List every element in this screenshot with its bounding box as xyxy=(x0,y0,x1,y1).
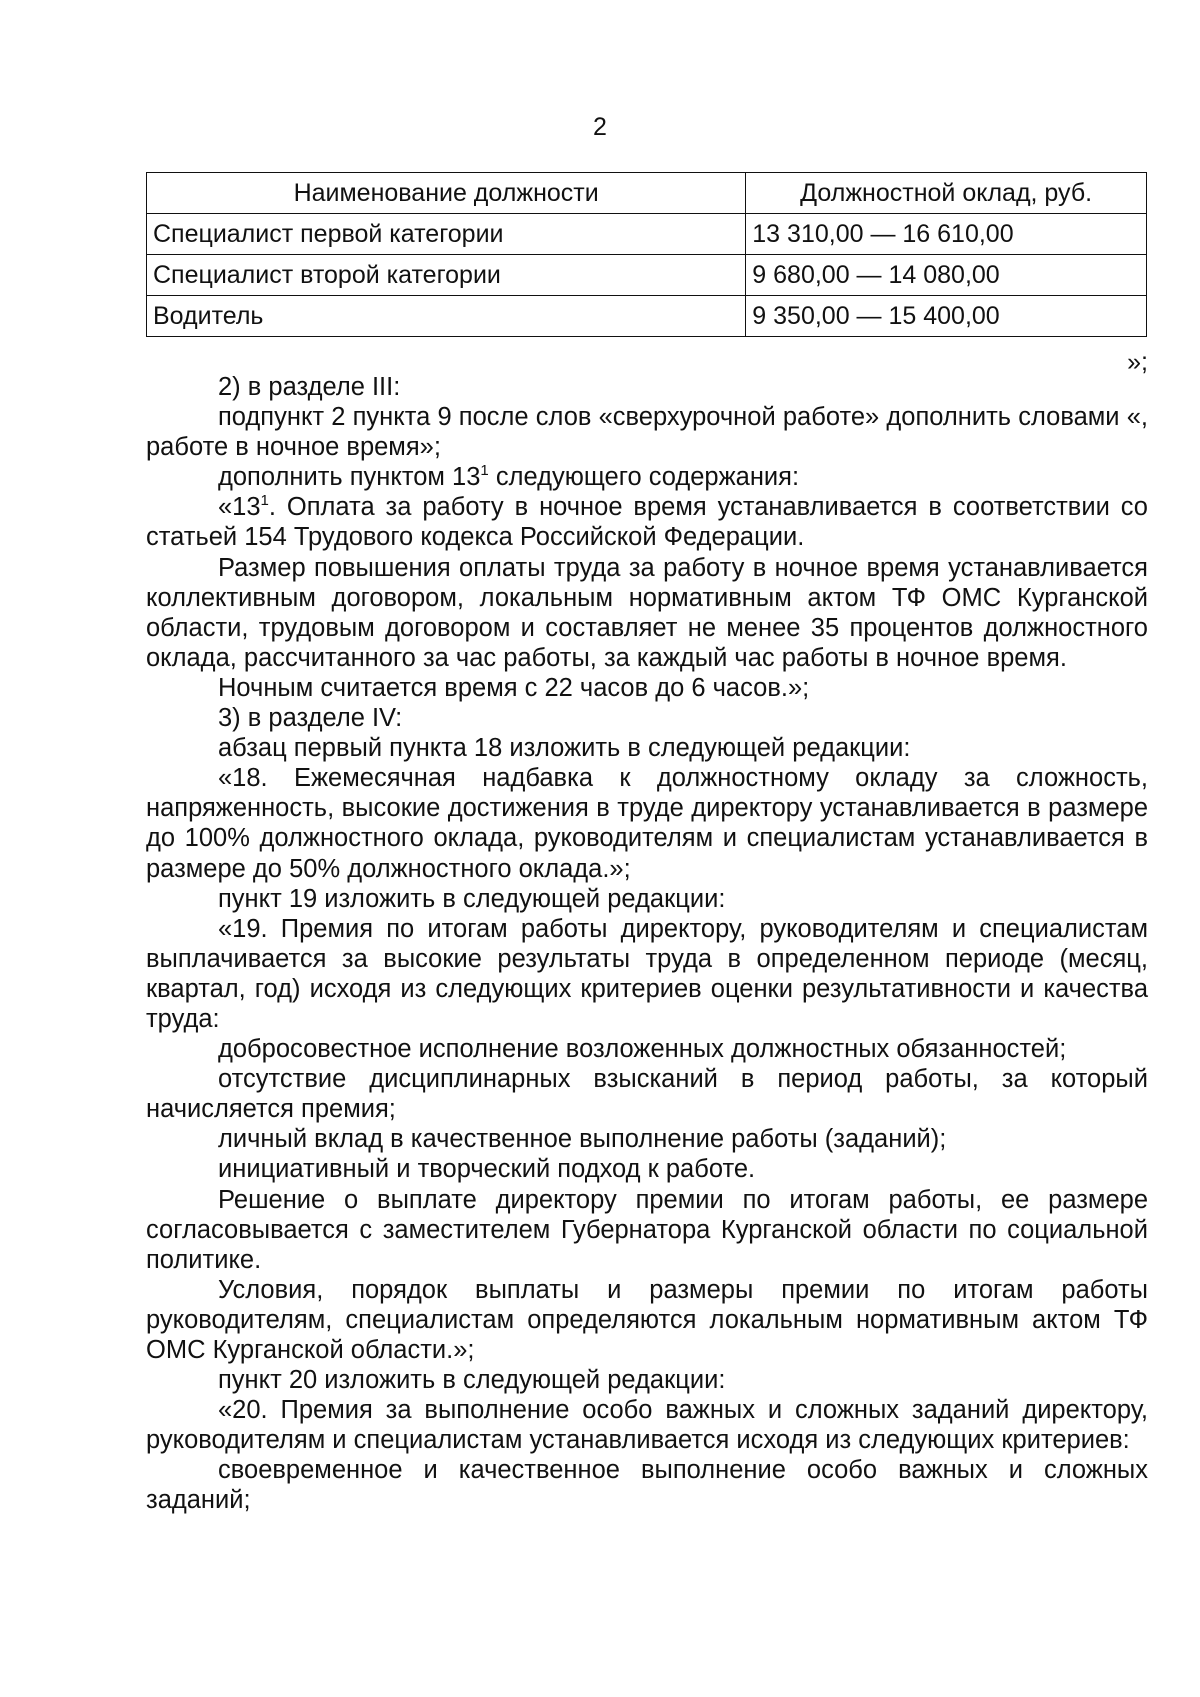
paragraph: своевременное и качественное выполнение особо важных и сложных заданий; xyxy=(146,1456,1148,1515)
paragraph-text: «13 xyxy=(218,493,261,522)
document-body xyxy=(146,372,1148,1516)
table-header-salary: Должностной оклад, руб. xyxy=(746,173,1147,214)
paragraph: «19. Премия по итогам работы директору, руководителям и специалистам выплачивается за высокие результаты труда в определенном периоде (месяц, квартал, год) исходя из следующих критериев оценки результативности и качества труда: xyxy=(146,914,1148,1033)
paragraph: 3) в разделе IV: xyxy=(218,704,403,733)
paragraph: абзац первый пункта 18 изложить в следующей редакции: xyxy=(218,734,911,763)
table-cell-position: Специалист второй категории xyxy=(147,255,746,296)
table-row xyxy=(147,255,1147,296)
paragraph-text: дополнить пунктом 13 xyxy=(218,463,481,492)
paragraph xyxy=(146,492,1148,552)
table-cell-position: Специалист первой категории xyxy=(147,214,746,255)
paragraph: отсутствие дисциплинарных взысканий в период работы, за который начисляется премия; xyxy=(146,1065,1148,1124)
table-cell-salary: 13 310,00 — 16 610,00 xyxy=(746,214,1147,255)
table-cell-position: Водитель xyxy=(147,296,746,337)
paragraph: добросовестное исполнение возложенных должностных обязанностей; xyxy=(218,1035,1067,1064)
paragraph xyxy=(146,462,1148,492)
paragraph: Размер повышения оплаты труда за работу в ночное время устанавливается коллективным договором, локальным нормативным актом ТФ ОМС Курганской области, трудовым договором и составляет не менее 35 процентов должностного оклада, рассчитанного за час работы, за каждый час работы в ночное время. xyxy=(146,553,1148,672)
table-cell-salary: 9 680,00 — 14 080,00 xyxy=(746,255,1147,296)
paragraph-text: . Оплата за работу в ночное время устанавливается в соответствии со статьей 154 Трудового кодекса Российской Федерации. xyxy=(146,493,1148,552)
paragraph: «20. Премия за выполнение особо важных и сложных заданий директору, руководителям и специалистам устанавливается исходя из следующих критериев: xyxy=(146,1396,1148,1455)
table-row xyxy=(147,214,1147,255)
table-header-position: Наименование должности xyxy=(147,173,746,214)
table-header-row xyxy=(147,173,1147,214)
paragraph: подпункт 2 пункта 9 после слов «сверхурочной работе» дополнить словами «, работе в ночное время»; xyxy=(146,403,1148,462)
paragraph: Ночным считается время с 22 часов до 6 часов.»; xyxy=(218,673,810,702)
paragraph: «18. Ежемесячная надбавка к должностному окладу за сложность, напряженность, высокие достижения в труде директору устанавливается в размере до 100% должностного оклада, руководителям и специалистам устанавливается в размере до 50% должностного оклада.»; xyxy=(146,764,1148,883)
salary-table xyxy=(146,172,1147,337)
paragraph-text: следующего содержания: xyxy=(488,463,800,492)
page-number: 2 xyxy=(593,113,607,141)
paragraph: пункт 20 изложить в следующей редакции: xyxy=(218,1366,726,1395)
paragraph: личный вклад в качественное выполнение работы (заданий); xyxy=(218,1125,947,1154)
paragraph: инициативный и творческий подход к работе. xyxy=(218,1155,756,1184)
paragraph: 2) в разделе III: xyxy=(218,373,401,401)
table-closing-quote: »; xyxy=(1127,348,1148,376)
superscript: 1 xyxy=(480,462,489,480)
superscript: 1 xyxy=(260,492,269,510)
table-row xyxy=(147,296,1147,337)
table-cell-salary: 9 350,00 — 15 400,00 xyxy=(746,296,1147,337)
paragraph: Решение о выплате директору премии по итогам работы, ее размере согласовывается с заместителем Губернатора Курганской области по социальной политике. xyxy=(146,1185,1148,1274)
paragraph: пункт 19 изложить в следующей редакции: xyxy=(218,884,726,913)
paragraph: Условия, порядок выплаты и размеры премии по итогам работы руководителям, специалистам определяются локальным нормативным актом ТФ ОМС Курганской области.»; xyxy=(146,1275,1148,1364)
